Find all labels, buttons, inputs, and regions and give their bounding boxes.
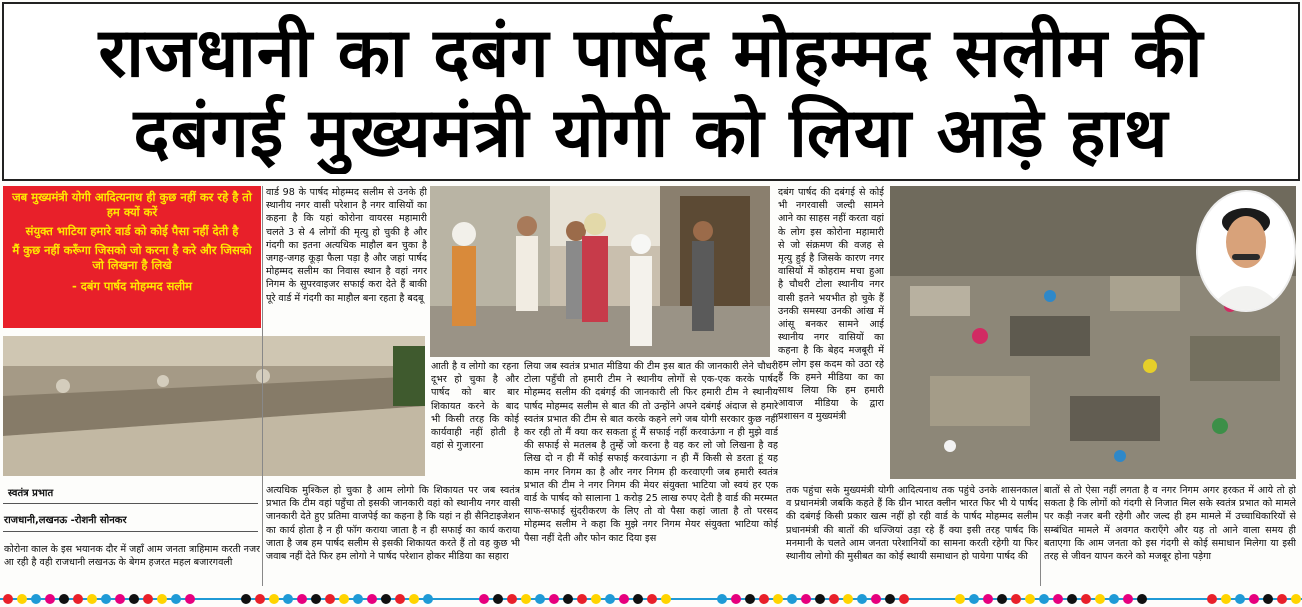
- decorative-dot: [521, 594, 531, 604]
- decorative-dot: [479, 594, 489, 604]
- article-column-g-bottom: बातों से तो ऐसा नहीं लगता है व नगर निगम अगर हरकत में आये तो हो सकता है कि लोगों को गंदगी से निजात मिल सके स्वतंत्र प्रभात को मामले पर कड़ी नजर बनी रहेगी और जल्द ही हम मामले में उच्चाधिकारियों से सम्बंधित मामले में अवगत कराएँगे और यह तो आने वाला समय ही बताएगा कि आम जनता को इस गंदगी से कोई समाधान मिलेगा या इसी तरह से जीवन यापन करने को मजबूर होना पड़ेगा: [1044, 485, 1296, 563]
- quote-box: [3, 186, 261, 328]
- decorative-dot: [647, 594, 657, 604]
- decorative-dot: [1291, 594, 1301, 604]
- quote-1: जब मुख्यमंत्री योगी आदित्यनाथ ही कुछ नहीं कर रहे है तो हम क्यों करें: [12, 190, 252, 219]
- headline-line-2: दबंगई मुख्यमंत्री योगी को लिया आड़े हाथ: [133, 94, 1169, 173]
- decorative-dot: [1277, 594, 1287, 604]
- byline-reporter: राजधानी,लखनऊ -रोशनी सोनकर: [4, 515, 127, 526]
- decorative-dot: [311, 594, 321, 604]
- article-column-c-mid: आती है व लोगो का रहना दूभर हो चुका है और पार्षद को बार बार शिकायत करने के बाद भी किसी तरह कि कोई कार्यवाही नहीं होती है वहां से गुजारना: [431, 361, 519, 452]
- decorative-dot: [129, 594, 139, 604]
- decorative-dot: [1095, 594, 1105, 604]
- decorative-dot: [1137, 594, 1147, 604]
- decorative-dot: [605, 594, 615, 604]
- decorative-dot: [619, 594, 629, 604]
- decorative-dot: [297, 594, 307, 604]
- article-column-a-intro: कोरोना काल के इस भयानक दौर में जहाँ आम जनता त्राहिमाम करती नजर आ रही है वही राजधानी लखनऊ के बेगम हजरत महल बजारगवली: [4, 544, 260, 569]
- decorative-dot: [45, 594, 55, 604]
- decorative-dot: [3, 594, 13, 604]
- article-column-e-mid: दबंग पार्षद की दबंगई से कोई भी नगरवासी जल्दी सामने आने का साहस नहीं करता वहां के लोग इस कोरोना महामारी से जो संक्रमण की वजह से मृत्यु हुई है जिसके कारण नगर वासियों में कोहराम मचा हुआ है चौधरी टोला स्थानीय नगर वासी इतने भयभीत हो चुके हैं उनकी समस्या उनकी आंख में आंसू बनकर सामने आई स्थानीय नगर वासियों का कहना है कि बेहद मजबूरी में हम लोग इस कदम को उठा रहे हैं कि हमने मीडिया का का साथ लिया कि हम हमारी आवाज मीडिया के द्वारा प्रशासन व मुख्यमंत्री: [778, 187, 884, 423]
- decorative-dot: [493, 594, 503, 604]
- decorative-dot: [143, 594, 153, 604]
- decorative-dot: [171, 594, 181, 604]
- decorative-dot: [829, 594, 839, 604]
- decorative-dot: [983, 594, 993, 604]
- photo-residents-lane: [430, 186, 770, 357]
- decorative-dot: [563, 594, 573, 604]
- decorative-dot: [591, 594, 601, 604]
- decorative-dot: [1249, 594, 1259, 604]
- decorative-dot: [1235, 594, 1245, 604]
- decorative-dot: [325, 594, 335, 604]
- decorative-dot: [17, 594, 27, 604]
- decorative-dot: [241, 594, 251, 604]
- decorative-dot: [339, 594, 349, 604]
- decorative-dot: [507, 594, 517, 604]
- decorative-dot: [955, 594, 965, 604]
- decorative-dot: [87, 594, 97, 604]
- decorative-dot: [409, 594, 419, 604]
- decorative-dot: [157, 594, 167, 604]
- byline-rule-2: [3, 531, 258, 532]
- decorative-dot: [759, 594, 769, 604]
- headline-line-1: राजधानी का दबंग पार्षद मोहम्मद सलीम की: [98, 14, 1204, 93]
- decorative-dot: [395, 594, 405, 604]
- drain-image: [3, 336, 425, 476]
- decorative-dot: [815, 594, 825, 604]
- decorative-dot: [185, 594, 195, 604]
- article-column-d-mid: लिया जब स्वतंत्र प्रभात मीडिया की टीम इस बात की जानकारी लेने चौधरी टोला पहुँची तो हमारी टीम ने स्थानीय लोगों से एक-एक करके पार्षद मोहम्मद सलीम की दबंगई की जानकारी ली फिर हमारी टीम ने स्थानीय पार्षद मोहम्मद सलीम से बात की तो उन्होंने अपने दबंगई अंदाज से हमारे स्वतंत्र प्रभात की टीम से बात करके कहने लगे जब योगी सरकार कुछ नहीं कर रही तो मैं क्या कर सकता हूं मैं सफाई नहीं करवाऊंगा न ही मुझे वार्ड की सफाई से मतलब है तुम्हें जो करना है वह कर लो जो लिखना है वह लिख दो न ही मैं कोई सफाई करवाऊंगा न ही मैं किसी से डरता हूं यह काम नगर निगम का है और नगर निगम ही करवाएगी जब हमारी स्वतंत्र प्रभात की टीम ने नगर निगम की मेयर संयुक्ता भाटिया जो स्वयं हर एक वार्ड के पार्षद को सालाना 1 करोड़ 25 लाख रुपए देती है वार्ड की मरम्मत साफ-सफाई सुंदरीकरण के लिए तो वो पैसा कहां जाता है तो परसद मोहम्मद सलीम ने कहा कि मुझे नगर निगम मेयर संयुक्ता भाटिया कोई पैसा नहीं देती और फोन काट दिया इस: [524, 361, 778, 544]
- decorative-dot: [1081, 594, 1091, 604]
- decorative-dot: [577, 594, 587, 604]
- decorative-dot: [773, 594, 783, 604]
- decorative-dot: [255, 594, 265, 604]
- decorative-dot: [115, 594, 125, 604]
- decorative-dot: [731, 594, 741, 604]
- photo-drain: [3, 336, 425, 476]
- decorative-dot: [1263, 594, 1273, 604]
- decorative-dot: [549, 594, 559, 604]
- decorative-dot: [969, 594, 979, 604]
- decorative-dot: [857, 594, 867, 604]
- decorative-dot: [1221, 594, 1231, 604]
- decorative-dot: [423, 594, 433, 604]
- byline-rule-1: [3, 503, 258, 504]
- decorative-dot: [101, 594, 111, 604]
- decorative-dot: [787, 594, 797, 604]
- decorative-dot: [843, 594, 853, 604]
- decorative-dot: [1207, 594, 1217, 604]
- portrait-councillor: [1196, 190, 1296, 312]
- decorative-dot: [1053, 594, 1063, 604]
- decorative-dot-band: [0, 591, 1302, 607]
- article-column-bc-bottom: अत्यधिक मुश्किल हो चुका है आम लोगो कि शिकायत पर जब स्वतंत्र प्रभात कि टीम वहां पहुँचा तो इसकी जानकारी वहां को स्थानीय नगर वासी जानकारी देते हुए प्रतिमा वाजपेई का कहना है कि यहां न ही सैनिटाइजेशन का कार्य होता है न ही फॉग कराया जाता है न ही सफाई का कार्य कराया जाता है जब हम पार्षद सलीम से इसकी शिकायत करते हैं तो वह कुछ भी जवाब नहीं देते फिर हम लोगो ने पार्षद परेशान होकर मीडिया का सहारा: [266, 485, 520, 563]
- decorative-dot: [885, 594, 895, 604]
- decorative-dot: [1011, 594, 1021, 604]
- quote-signature: - दबंग पार्षद मोहम्मद सलीम: [71, 279, 192, 293]
- residents-lane-image: [430, 186, 770, 357]
- headline-frame: [2, 2, 1300, 181]
- decorative-dot: [801, 594, 811, 604]
- decorative-dot: [381, 594, 391, 604]
- decorative-dot: [1067, 594, 1077, 604]
- quote-2: संयुक्त भाटिया हमारे वार्ड को कोई पैसा नहीं देती है: [25, 224, 239, 238]
- byline-label: स्वतंत्र प्रभात: [8, 488, 54, 499]
- decorative-dot: [871, 594, 881, 604]
- decorative-dot: [745, 594, 755, 604]
- decorative-dot: [353, 594, 363, 604]
- decorative-dot: [661, 594, 671, 604]
- column-divider-2: [1040, 484, 1041, 586]
- decorative-dot: [73, 594, 83, 604]
- decorative-dot: [535, 594, 545, 604]
- decorative-dot: [269, 594, 279, 604]
- decorative-dot: [1039, 594, 1049, 604]
- quote-3: मैं कुछ नहीं करूँगा जिसको जो करना है करे और जिसको जो लिखना है लिखे: [12, 243, 252, 272]
- decorative-dot: [283, 594, 293, 604]
- decorative-dot: [1123, 594, 1133, 604]
- decorative-dot: [899, 594, 909, 604]
- decorative-dot: [1025, 594, 1035, 604]
- decorative-dot: [997, 594, 1007, 604]
- decorative-dot: [717, 594, 727, 604]
- decorative-dot: [633, 594, 643, 604]
- decorative-dot: [59, 594, 69, 604]
- column-divider-1: [262, 186, 263, 586]
- article-column-ef-bottom: तक पहुंचा सके मुख्यमंत्री योगी आदित्यनाथ तक पहुंचे उनके शासनकाल व प्रधानमंत्री जबकि कहते हैं कि ग्रीन भारत क्लीन भारत फिर भी ये पार्षद की दबंगई किसी प्रकार खत्म नहीं हो रही वार्ड के पार्षद मोहम्मद सलीम प्रधानमंत्री की बातों की धज्जियां उड़ा रहे हैं क्या इसी तरह पार्षद कि मनमानी के चलते आम जनता परेशानियों का सामना करती रहेगी या फिर स्थानीय लोगो की मुसीबत का कोई स्थायी समाधान हो पायेगा पार्षद की: [786, 485, 1038, 563]
- decorative-dot: [367, 594, 377, 604]
- article-column-b-top: वार्ड 98 के पार्षद मोहम्मद सलीम से उनके ही स्थानीय नगर वासी परेशान है नगर वासियों का कहना है कि यहां कोरोना वायरस महामारी चलते 3 से 4 लोगों की मृत्यु हो चुकी है और गंदगी का इतना अत्यधिक माहौल बन चुका है जगह-जगह कूड़ा फैला पड़ा है और जहां पार्षद मोहम्मद सलीम का निवास स्थान है वहां नगर निगम के सुपरवाइजर सफाई करा देते हैं बाकी पूरे वार्ड में गंदगी का माहौल बना रहता है बदबू: [266, 187, 427, 304]
- councillor-portrait-image: [1198, 192, 1294, 310]
- decorative-dot: [1109, 594, 1119, 604]
- decorative-dot: [31, 594, 41, 604]
